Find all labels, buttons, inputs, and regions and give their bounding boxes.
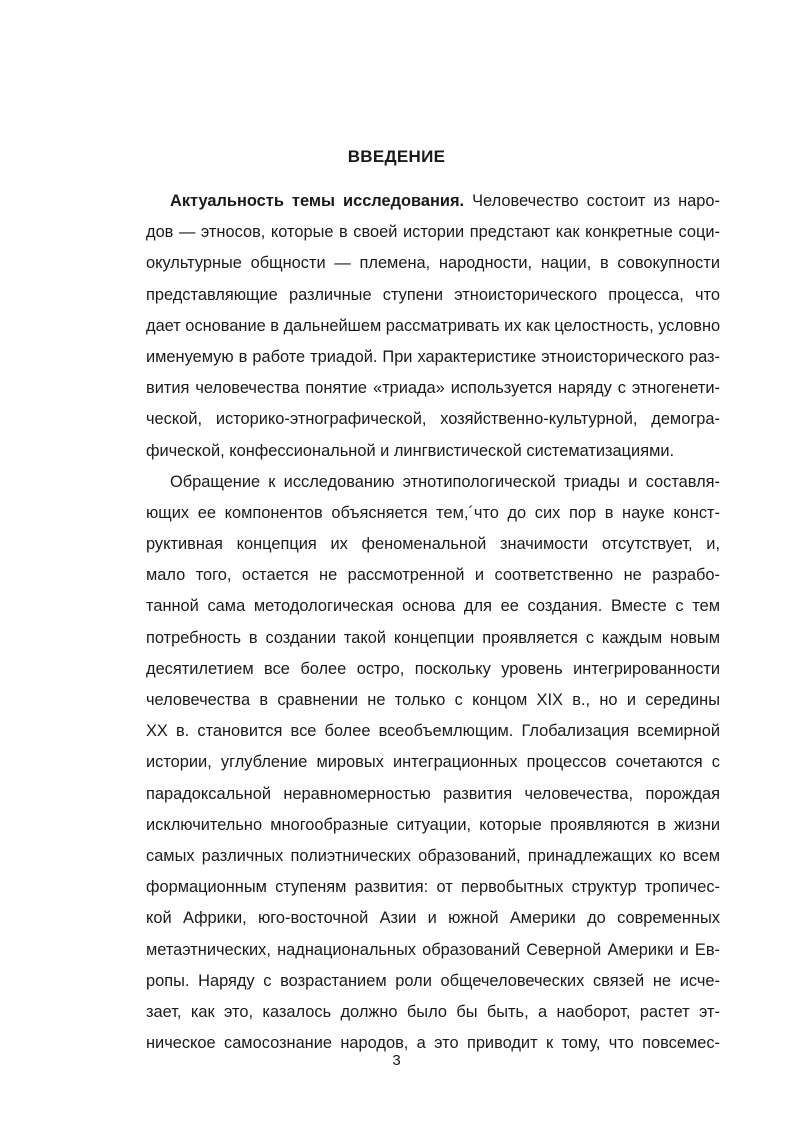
paragraph-2-line: ющих ее компонентов объясняется тем,´что до сих пор в науке конст- — [146, 503, 720, 522]
paragraph-1-line-1 — [146, 186, 720, 217]
paragraph-2-line: руктивная концепция их феноменальной значимости отсутствует, и, — [146, 535, 720, 554]
paragraph-2-line: ническое самосознание народов, а это приводит к тому, что повсемес- — [146, 1034, 720, 1053]
paragraph-2-line: мало того, остается не рассмотренной и соответственно не разрабо- — [146, 566, 720, 585]
paragraph-1-line: именуемую в работе триадой. При характеристике этноисторического раз- — [146, 347, 720, 366]
paragraph-2-line: человечества в сравнении не только с концом XIX в., но и середины — [146, 691, 720, 709]
paragraph-1-line: вития человечества понятие «триада» используется наряду с этногенети- — [146, 379, 720, 398]
paragraph-2-line: исключительно многообразные ситуации, которые проявляются в жизни — [146, 815, 720, 834]
paragraph-2-line: метаэтнических, наднациональных образований Северной Америки и Ев- — [146, 940, 720, 959]
paragraph-2-line: кой Африки, юго-восточной Азии и южной Америки до современных — [146, 909, 720, 928]
paragraph-1-line: дает основание в дальнейшем рассматривать их как целостность, условно — [146, 316, 721, 335]
paragraph-2-line: самых различных полиэтнических образований, принадлежащих ко всем — [146, 846, 720, 865]
paragraph-2-line: десятилетием все более остро, поскольку уровень интегрированности — [146, 659, 720, 678]
paragraph-2-line: Обращение к исследованию этнотипологической триады и составля- — [170, 472, 720, 491]
page-number: 3 — [392, 1052, 401, 1069]
paragraph-2-line: парадоксальной неравномерностью развития человечества, порождая — [146, 784, 720, 803]
paragraph-1-line: ческой, историко-этнографической, хозяйственно-культурной, демогра- — [146, 410, 720, 429]
paragraph-1-line: окультурные общности — племена, народности, нации, в совокупности — [146, 254, 720, 273]
paragraph-1-line: представляющие различные ступени этноисторического процесса, что — [146, 285, 720, 304]
paragraph-1-line: дов — этносов, которые в своей истории предстают как конкретные соци- — [146, 223, 720, 242]
paragraph-1-line: фической, конфессиональной и лингвистической систематизациями. — [146, 441, 675, 460]
paragraph-2-line: ропы. Наряду с возрастанием роли общечеловеческих связей не исче- — [146, 971, 720, 990]
page-title: ВВЕДЕНИЕ — [347, 147, 446, 166]
paragraph-2-line: потребность в создании такой концепции проявляется с каждым новым — [146, 628, 720, 647]
paragraph-2-line: XX в. становится все более всеобъемлющим. Глобализация всемирной — [146, 722, 720, 741]
paragraph-lead: Актуальность темы исследования. — [170, 192, 465, 210]
paragraph-2-line: формационным ступеням развития: от первобытных структур тропичес- — [146, 878, 720, 897]
paragraph-2-line: танной сама методологическая основа для ее создания. Вместе с тем — [146, 597, 720, 616]
body-text — [146, 186, 720, 1059]
paragraph-2-line: истории, углубление мировых интеграционных процессов сочетаются с — [146, 753, 720, 772]
paragraph-text: Человечество состоит из наро- — [464, 192, 720, 210]
paragraph-2-line: зает, как это, казалось должно было бы быть, а наоборот, растет эт- — [146, 1002, 720, 1021]
